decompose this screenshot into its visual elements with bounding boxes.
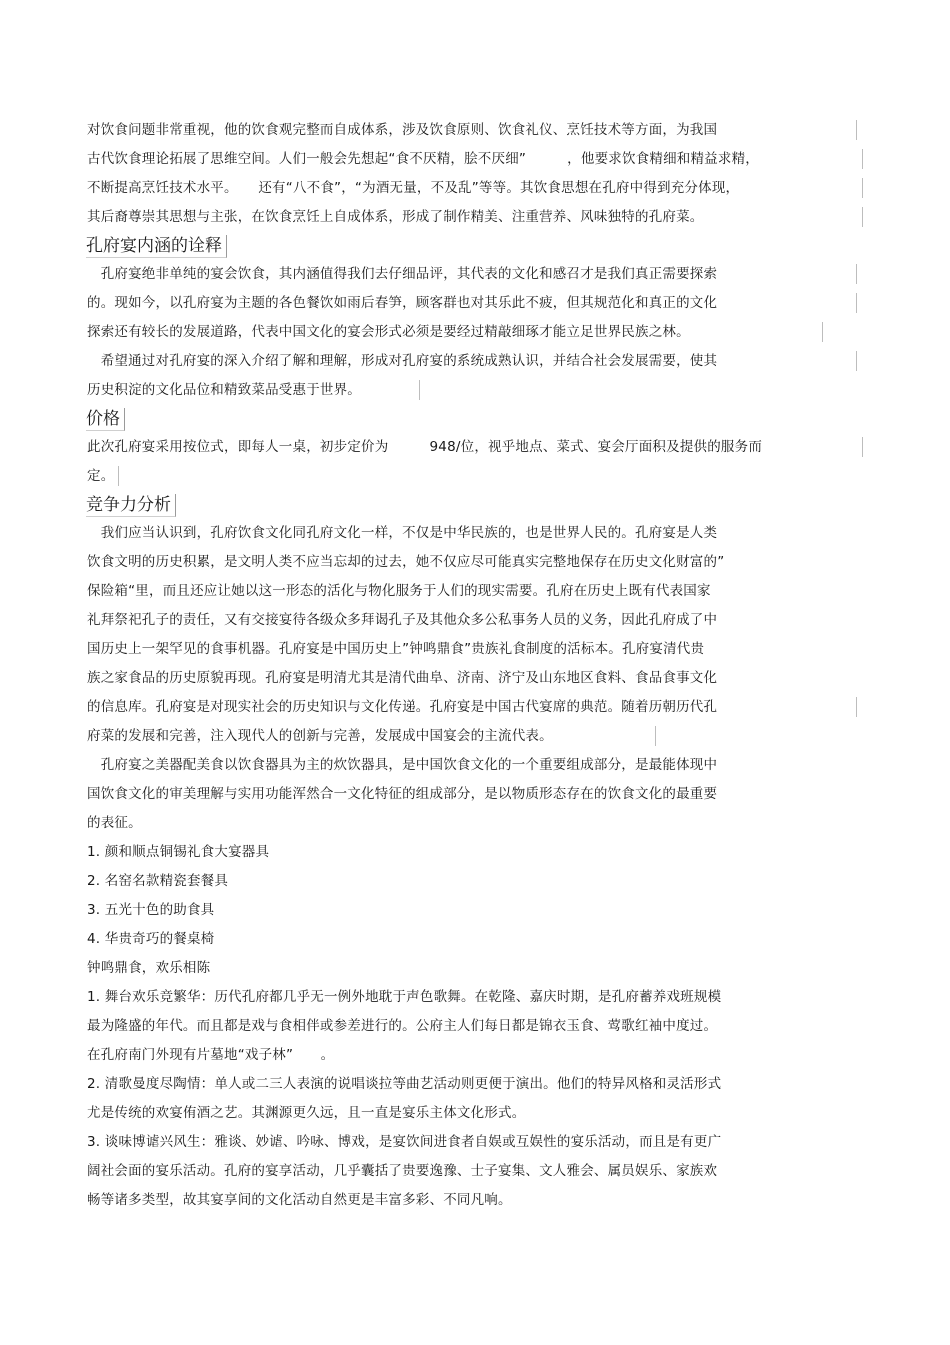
meaning-line-2: 的。现如今，以孔府宴为主题的各色餐饮如雨后春笋，顾客群也对其乐此不疲，但其规范化和真正的文化 xyxy=(87,295,718,311)
intro-line-2: 古代饮食理论拓展了思维空间。人们一般会先想起“食不厌精，脍不厌细” ，他要求饮食精细和精益求精， xyxy=(87,151,759,167)
frame-marker xyxy=(862,437,863,457)
meaning-line-1: 孔府宴绝非单纯的宴会饮食，其内涵值得我们去仔细品评，其代表的文化和感召才是我们真正需要探索 xyxy=(87,266,718,282)
competition-line-5: 国历史上一架罕见的食事机器。孔府宴是中国历史上”钟鸣鼎食”贵族礼食制度的活标本。孔府宴清代贵 xyxy=(87,641,705,657)
list-item-entertainment-3: 3. 谈味博谑兴风生：雅谈、妙谑、吟咏、博戏，是宴饮间进食者自娱或互娱性的宴乐活动，而且是有更广 xyxy=(87,1134,722,1150)
list-item-tableware-1: 1. 颜和顺点铜锡礼食大宴器具 xyxy=(87,844,270,860)
competition-line-6: 族之家食品的历史原貌再现。孔府宴是明清尤其是清代曲阜、济南、济宁及山东地区食料、食品食事文化 xyxy=(87,670,718,686)
frame-marker xyxy=(862,178,863,198)
competition-line-3: 保险箱“里，而且还应让她以这一形态的活化与物化服务于人们的现实需要。孔府在历史上既有代表国家 xyxy=(87,583,711,599)
section-heading-meaning: 孔府宴内涵的诠释 xyxy=(86,235,227,258)
frame-marker xyxy=(862,207,863,227)
list-item-tableware-2: 2. 名窑名款精瓷套餐具 xyxy=(87,873,229,889)
frame-marker xyxy=(118,466,119,486)
section-heading-price: 价格 xyxy=(86,408,125,431)
frame-marker xyxy=(856,351,857,371)
meaning-line-5: 历史积淀的文化品位和精致菜品受惠于世界。 xyxy=(87,382,361,398)
intro-line-3: 不断提高烹饪技术水平。 还有“八不食”，“为酒无量，不及乱”等等。其饮食思想在孔府中得到充分体现， xyxy=(87,180,740,196)
section-heading-competition: 竞争力分析 xyxy=(86,494,176,517)
list-item-entertainment-1: 1. 舞台欢乐竞繁华：历代孔府都几乎无一例外地耽于声色歌舞。在乾隆、嘉庆时期，是孔府蓄养戏班规模 xyxy=(87,989,722,1005)
intro-line-1: 对饮食问题非常重视，他的饮食观完整而自成体系，涉及饮食原则、饮食礼仪、烹饪技术等方面，为我国 xyxy=(87,122,718,138)
list-item-tableware-4: 4. 华贵奇巧的餐桌椅 xyxy=(87,931,215,947)
subheading-entertainment: 钟鸣鼎食，欢乐相陈 xyxy=(87,960,211,976)
frame-marker xyxy=(856,120,857,140)
list-item-entertainment-2: 2. 清歌曼度尽陶情：单人或二三人表演的说唱谈拉等曲艺活动则更便于演出。他们的特异风格和灵活形式 xyxy=(87,1076,722,1092)
competition-line-4: 礼拜祭祀孔子的责任，又有交接宴待各级众多拜谒孔子及其他众多公私事务人员的义务，因此孔府成了中 xyxy=(87,612,718,628)
frame-marker xyxy=(419,380,420,400)
competition-line-11: 的表征。 xyxy=(87,815,142,831)
frame-marker xyxy=(822,322,823,342)
intro-line-4: 其后裔尊崇其思想与主张，在饮食烹饪上自成体系，形成了制作精美、注重营养、风味独特的孔府菜。 xyxy=(87,209,704,225)
competition-line-1: 我们应当认识到，孔府饮食文化同孔府文化一样，不仅是中华民族的，也是世界人民的。孔府宴是人类 xyxy=(87,525,718,541)
list-item-entertainment-2-cont: 尤是传统的欢宴侑酒之艺。其渊源更久远，且一直是宴乐主体文化形式。 xyxy=(87,1105,526,1121)
competition-line-7: 的信息库。孔府宴是对现实社会的历史知识与文化传递。孔府宴是中国古代宴席的典范。随着历朝历代孔 xyxy=(87,699,718,715)
competition-line-2: 饮食文明的历史积累，是文明人类不应当忘却的过去，她不仅应尽可能真实完整地保存在历史文化财富的” xyxy=(87,554,725,570)
competition-line-9: 孔府宴之美器配美食以饮食器具为主的炊饮器具，是中国饮食文化的一个重要组成部分，是最能体现中 xyxy=(87,757,718,773)
competition-line-10: 国饮食文化的审美理解与实用功能浑然合一文化特征的组成部分，是以物质形态存在的饮食文化的最重要 xyxy=(87,786,718,802)
frame-marker xyxy=(862,149,863,169)
list-item-entertainment-3-cont-1: 阔社会面的宴乐活动。孔府的宴享活动，几乎囊括了贵要逸豫、士子宴集、文人雅会、属员娱乐、家族欢 xyxy=(87,1163,718,1179)
price-line-1: 此次孔府宴采用按位式，即每人一桌，初步定价为 948/位，视乎地点、菜式、宴会厅面积及提供的服务而 xyxy=(87,439,763,455)
frame-marker xyxy=(856,697,857,717)
competition-line-8: 府菜的发展和完善，注入现代人的创新与完善，发展成中国宴会的主流代表。 xyxy=(87,728,553,744)
price-line-2: 定。 xyxy=(87,468,115,484)
frame-marker xyxy=(856,293,857,313)
list-item-entertainment-1-cont-2: 在孔府南门外现有片墓地“戏子林” 。 xyxy=(87,1047,335,1063)
meaning-line-3: 探索还有较长的发展道路，代表中国文化的宴会形式必须是要经过精敲细琢才能立足世界民族之林。 xyxy=(87,324,690,340)
list-item-tableware-3: 3. 五光十色的助食具 xyxy=(87,902,215,918)
meaning-line-4: 希望通过对孔府宴的深入介绍了解和理解，形成对孔府宴的系统成熟认识，并结合社会发展需要，使其 xyxy=(87,353,718,369)
list-item-entertainment-1-cont-1: 最为隆盛的年代。而且都是戏与食相伴或参差进行的。公府主人们每日都是锦衣玉食、莺歌红袖中度过。 xyxy=(87,1018,718,1034)
frame-marker xyxy=(856,264,857,284)
frame-marker xyxy=(655,726,656,746)
list-item-entertainment-3-cont-2: 畅等诸多类型，故其宴享间的文化活动自然更是丰富多彩、不同凡响。 xyxy=(87,1192,512,1208)
